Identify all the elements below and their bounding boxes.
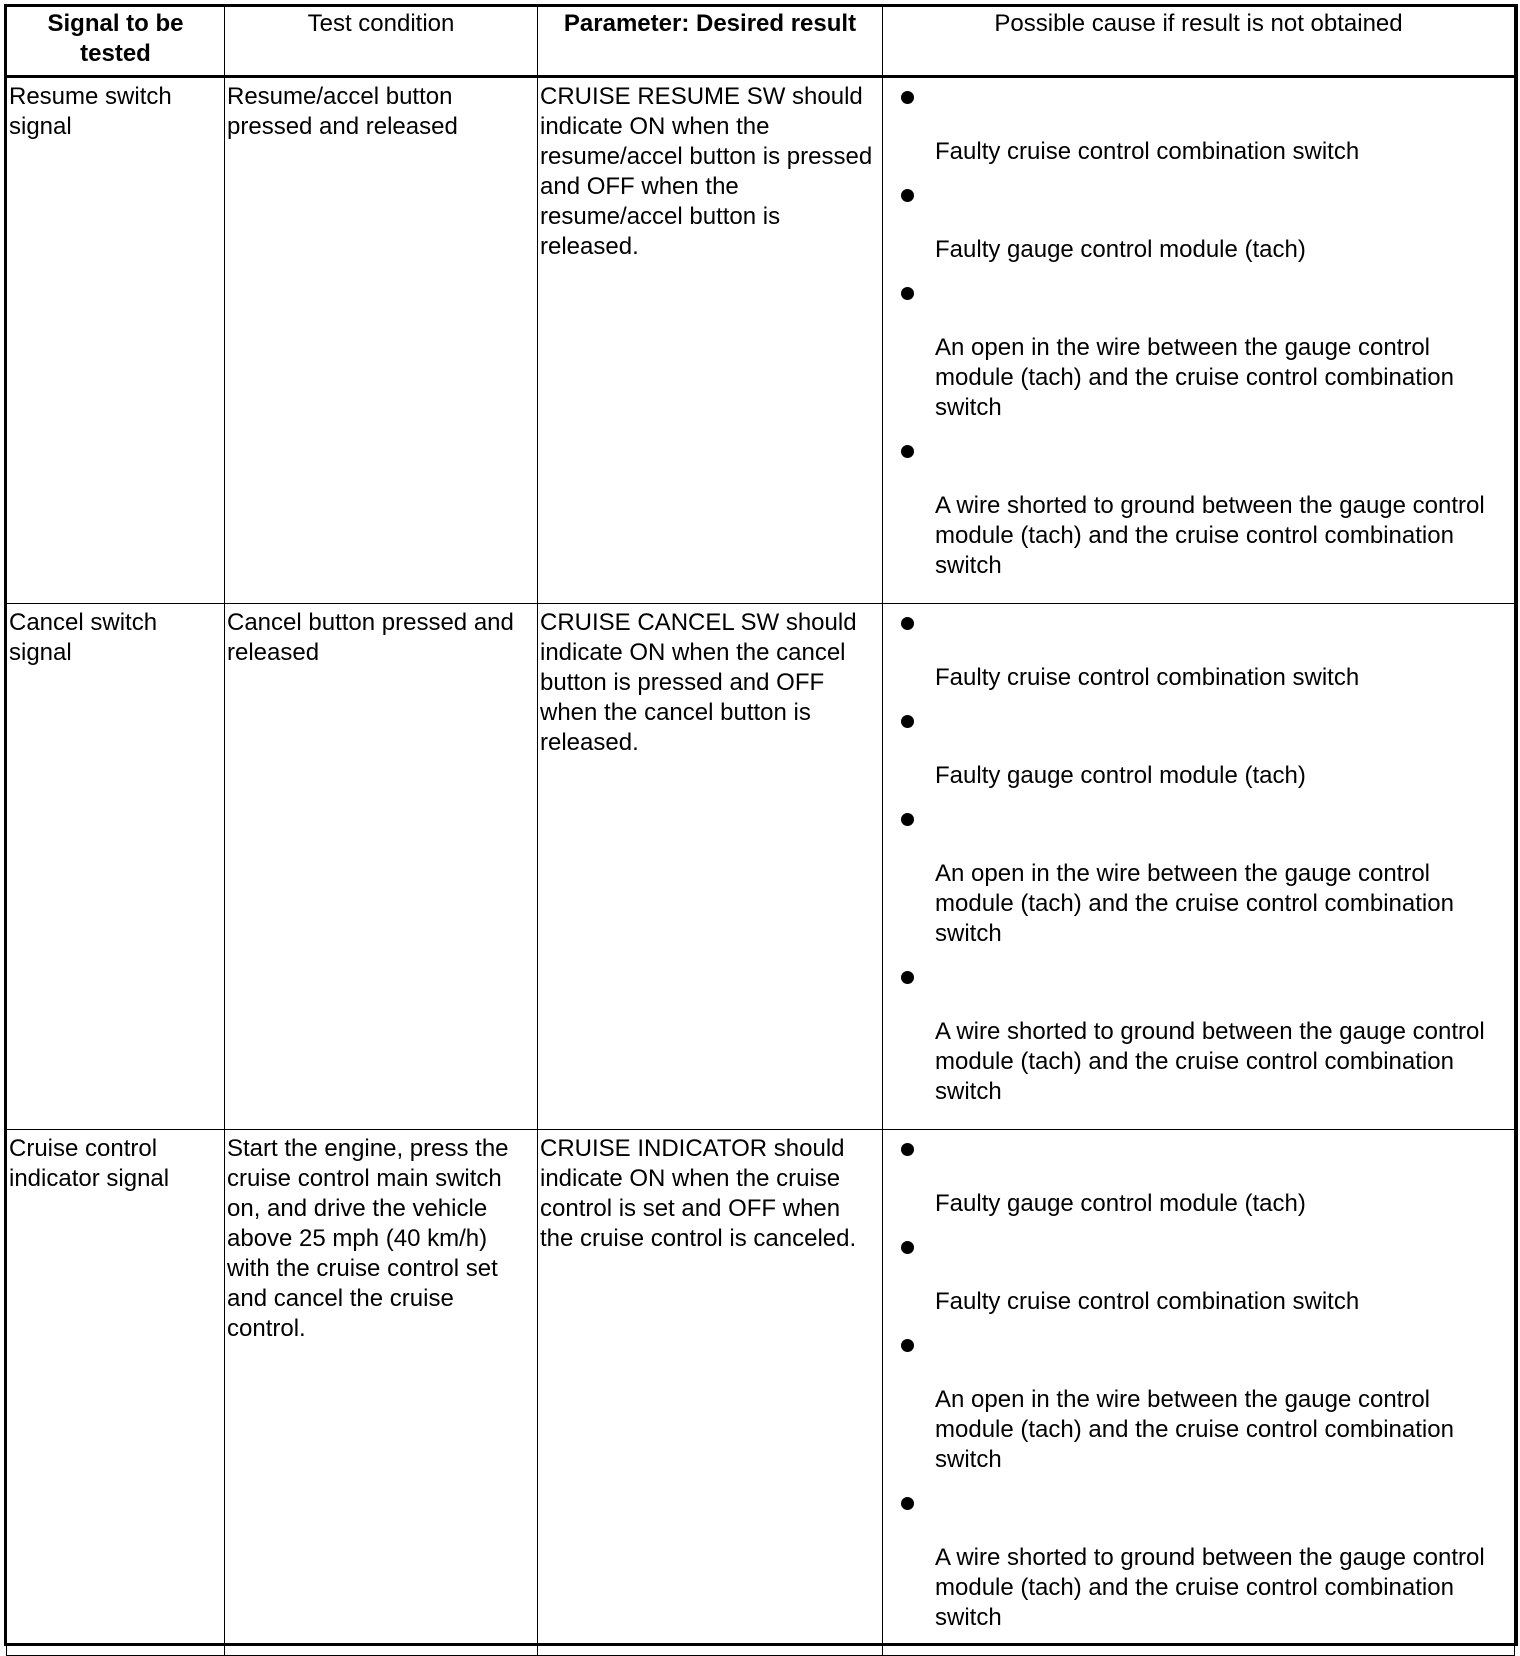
cause-item <box>901 804 1504 949</box>
cause-text: Faulty cruise control combination switch <box>935 138 1360 165</box>
cause-item <box>901 1232 1504 1317</box>
header-desired-result: Parameter: Desired result <box>538 7 883 77</box>
bullet-icon <box>901 804 1504 834</box>
table-row <box>7 604 1515 1130</box>
bullet-icon <box>901 436 1504 466</box>
cause-item <box>901 82 1504 167</box>
cause-text: A wire shorted to ground between the gauge control module (tach) and the cruise control combination switch <box>935 492 1485 579</box>
causes-cell <box>883 77 1515 604</box>
condition-cell: Start the engine, press the cruise control main switch on, and drive the vehicle above 25 mph (40 km/h) with the cruise control set and cancel the cruise control. <box>225 1130 538 1656</box>
bullet-icon <box>901 278 1504 308</box>
bullet-icon <box>901 1488 1504 1518</box>
result-cell: CRUISE INDICATOR should indicate ON when the cruise control is set and OFF when the cruise control is canceled. <box>538 1130 883 1656</box>
cause-text: Faulty gauge control module (tach) <box>935 1190 1306 1217</box>
cause-item <box>901 608 1504 693</box>
bullet-icon <box>901 1232 1504 1262</box>
cause-text: Faulty gauge control module (tach) <box>935 762 1306 789</box>
cause-text: A wire shorted to ground between the gauge control module (tach) and the cruise control combination switch <box>935 1544 1485 1631</box>
cause-text: A wire shorted to ground between the gauge control module (tach) and the cruise control combination switch <box>935 1018 1485 1105</box>
bullet-icon <box>901 180 1504 210</box>
result-cell: CRUISE RESUME SW should indicate ON when the resume/accel button is pressed and OFF when the resume/accel button is released. <box>538 77 883 604</box>
signal-cell: Cruise control indicator signal <box>7 1130 225 1656</box>
bullet-icon <box>901 1134 1504 1164</box>
cause-text: An open in the wire between the gauge control module (tach) and the cruise control combination switch <box>935 860 1454 947</box>
diagnostic-table <box>6 6 1515 1656</box>
bullet-icon <box>901 706 1504 736</box>
cause-item <box>901 706 1504 791</box>
causes-cell <box>883 1130 1515 1656</box>
cause-text: Faulty cruise control combination switch <box>935 1288 1360 1315</box>
condition-cell: Cancel button pressed and released <box>225 604 538 1130</box>
signal-cell: Cancel switch signal <box>7 604 225 1130</box>
cause-item <box>901 1134 1504 1219</box>
table-row <box>7 77 1515 604</box>
cause-item <box>901 1330 1504 1475</box>
cause-text: Faulty gauge control module (tach) <box>935 236 1306 263</box>
signal-cell: Resume switch signal <box>7 77 225 604</box>
cause-item <box>901 1488 1504 1633</box>
bullet-icon <box>901 962 1504 992</box>
cause-list <box>901 82 1504 581</box>
header-signal: Signal to be tested <box>7 7 225 77</box>
bullet-icon <box>901 608 1504 638</box>
causes-cell <box>883 604 1515 1130</box>
header-possible-cause: Possible cause if result is not obtained <box>883 7 1515 77</box>
bullet-icon <box>901 1330 1504 1360</box>
cause-item <box>901 278 1504 423</box>
cause-text: An open in the wire between the gauge control module (tach) and the cruise control combination switch <box>935 1386 1454 1473</box>
cause-list <box>901 1134 1504 1633</box>
table-row <box>7 1130 1515 1656</box>
cause-text: Faulty cruise control combination switch <box>935 664 1360 691</box>
cause-list <box>901 608 1504 1107</box>
cause-item <box>901 962 1504 1107</box>
condition-cell: Resume/accel button pressed and released <box>225 77 538 604</box>
cause-item <box>901 436 1504 581</box>
bullet-icon <box>901 82 1504 112</box>
result-cell: CRUISE CANCEL SW should indicate ON when the cancel button is pressed and OFF when the cancel button is released. <box>538 604 883 1130</box>
cause-item <box>901 180 1504 265</box>
header-test-condition: Test condition <box>225 7 538 77</box>
cause-text: An open in the wire between the gauge control module (tach) and the cruise control combination switch <box>935 334 1454 421</box>
header-row <box>7 7 1515 77</box>
